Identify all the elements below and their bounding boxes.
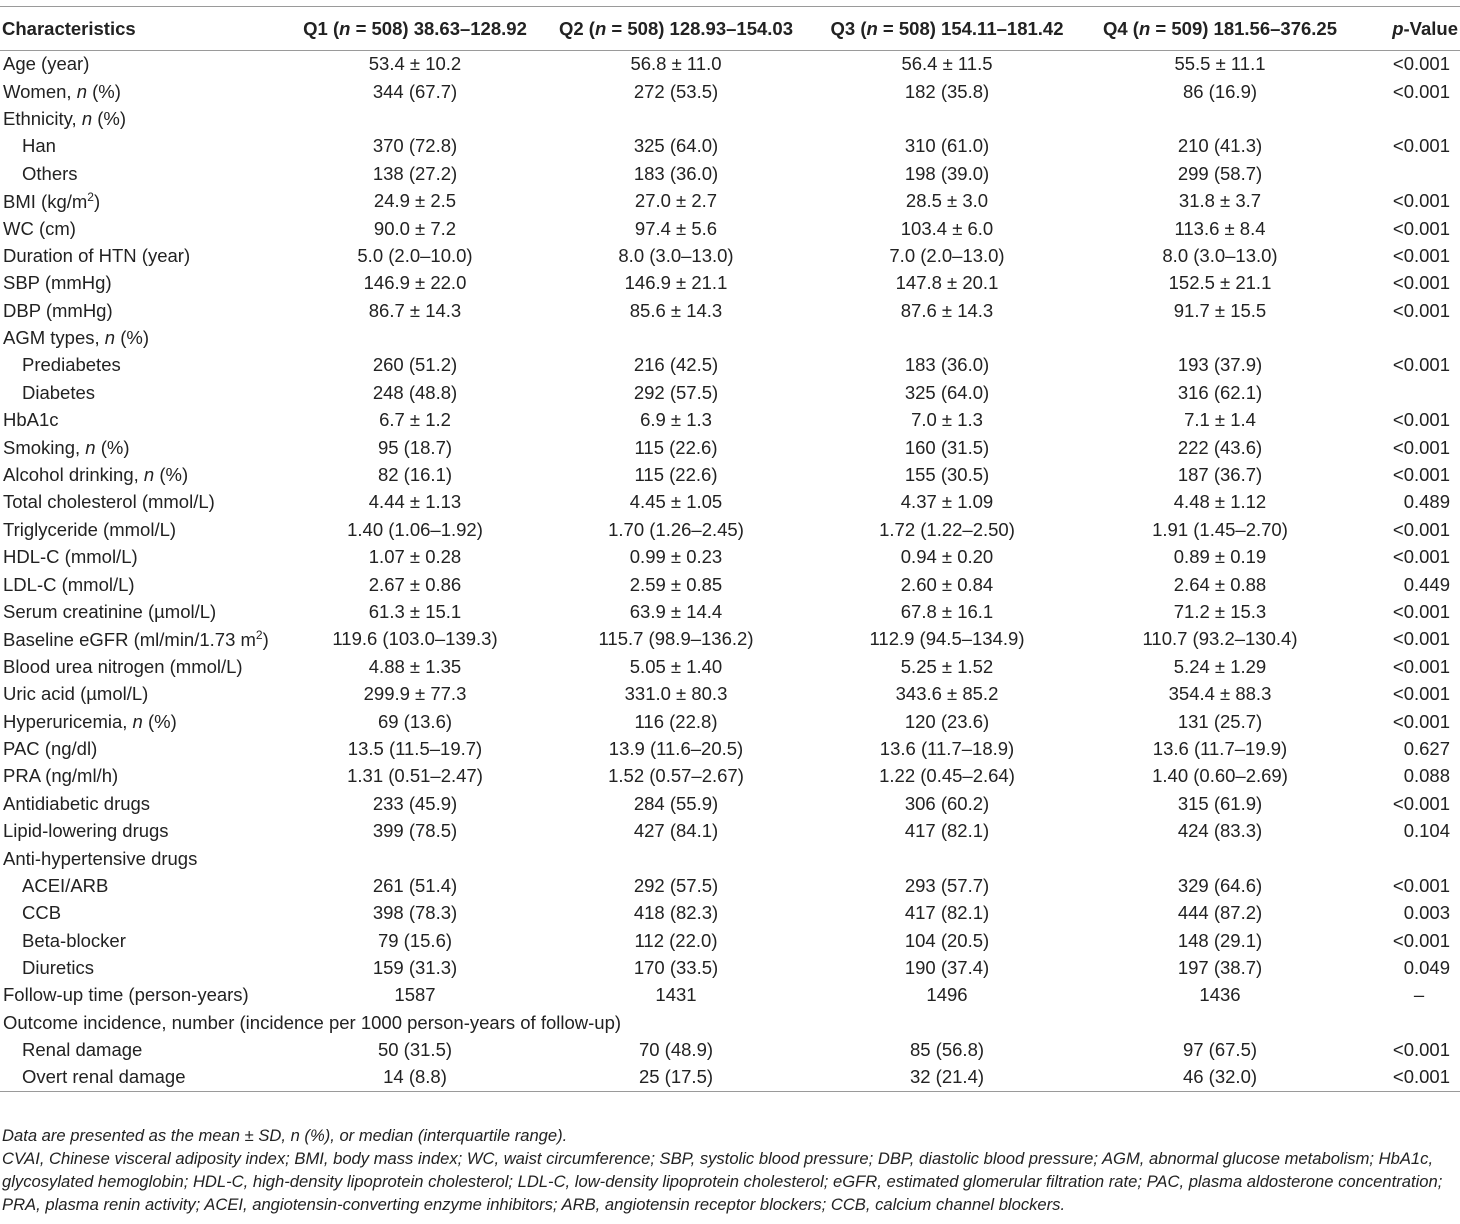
cell-q2: 183 (36.0) bbox=[633, 162, 719, 184]
cell-q1: 119.6 (103.0–139.3) bbox=[332, 628, 498, 650]
row-label: HbA1c bbox=[3, 409, 59, 431]
cell-q4: 55.5 ± 11.1 bbox=[1174, 53, 1266, 75]
cell-q3: 182 (35.8) bbox=[904, 80, 990, 102]
cell-q3: 417 (82.1) bbox=[904, 902, 990, 924]
row-label: PRA (ng/ml/h) bbox=[3, 765, 119, 787]
cell-q2: 4.45 ± 1.05 bbox=[629, 491, 723, 513]
table-row bbox=[0, 1064, 1460, 1091]
cell-q3: 5.25 ± 1.52 bbox=[900, 655, 994, 677]
cell-q3: 417 (82.1) bbox=[904, 820, 990, 842]
row-label: Overt renal damage bbox=[0, 1064, 290, 1091]
cell-q2: 427 (84.1) bbox=[633, 820, 719, 842]
row-label: Duration of HTN (year) bbox=[3, 244, 191, 266]
table-row bbox=[0, 352, 1460, 379]
cell-q1: 90.0 ± 7.2 bbox=[373, 217, 457, 239]
table-row bbox=[0, 708, 1460, 735]
cell-q1: 1.40 (1.06–1.92) bbox=[347, 518, 483, 540]
cell-pvalue: <0.001 bbox=[1392, 272, 1450, 294]
cell-pvalue: <0.001 bbox=[1392, 601, 1450, 622]
cell-q3: 87.6 ± 14.3 bbox=[900, 299, 994, 321]
cell-q4: 110.7 (93.2–130.4) bbox=[1142, 628, 1298, 650]
cell-pvalue: <0.001 bbox=[1392, 53, 1450, 75]
row-label: Serum creatinine (µmol/L) bbox=[3, 601, 217, 622]
cell-q1: 398 (78.3) bbox=[372, 902, 458, 924]
cell-pvalue: 0.627 bbox=[1403, 737, 1450, 759]
row-label: ACEI/ARB bbox=[22, 874, 109, 896]
row-label: Antidiabetic drugs bbox=[3, 792, 151, 814]
table-row bbox=[0, 242, 1460, 269]
table-row bbox=[0, 489, 1460, 516]
cell-q4: 8.0 (3.0–13.0) bbox=[1162, 244, 1278, 266]
cell-q1: 24.9 ± 2.5 bbox=[373, 190, 457, 212]
cell-q3: 103.4 ± 6.0 bbox=[900, 217, 994, 239]
cell-pvalue: <0.001 bbox=[1392, 135, 1450, 157]
table-row bbox=[0, 461, 1460, 488]
cell-q1: 79 (15.6) bbox=[377, 929, 453, 951]
cell-q3: 293 (57.7) bbox=[904, 874, 990, 896]
row-label: Total cholesterol (mmol/L) bbox=[3, 491, 215, 513]
cell-pvalue: <0.001 bbox=[1392, 409, 1450, 431]
cell-q1: 50 (31.5) bbox=[377, 1039, 453, 1061]
cell-q1: 13.5 (11.5–19.7) bbox=[347, 737, 483, 759]
row-label: Diabetes bbox=[22, 381, 96, 403]
cell-q2: 85.6 ± 14.3 bbox=[629, 299, 723, 321]
cell-q4: 193 (37.9) bbox=[1177, 354, 1263, 376]
table-row bbox=[0, 790, 1460, 817]
row-label: HDL-C (mmol/L) bbox=[3, 546, 138, 568]
cell-q1: 344 (67.7) bbox=[372, 80, 458, 102]
cell-pvalue: 0.489 bbox=[1403, 491, 1450, 513]
cell-q1: 370 (72.8) bbox=[372, 135, 458, 157]
table-row bbox=[0, 598, 1460, 625]
cell-q2: 13.9 (11.6–20.5) bbox=[608, 737, 744, 759]
section-label: Ethnicity, n (%) bbox=[3, 107, 127, 129]
cell-q2: 5.05 ± 1.40 bbox=[629, 655, 723, 677]
cell-q2: 170 (33.5) bbox=[633, 957, 719, 979]
table-row bbox=[0, 51, 1460, 78]
cell-pvalue: <0.001 bbox=[1392, 792, 1450, 814]
cell-q1: 1587 bbox=[394, 984, 436, 1006]
table-header bbox=[0, 7, 1460, 51]
table-row bbox=[0, 982, 1460, 1009]
cell-pvalue: <0.001 bbox=[1392, 299, 1450, 321]
cell-q4: 444 (87.2) bbox=[1177, 902, 1263, 924]
cell-q1: 399 (78.5) bbox=[372, 820, 458, 842]
cell-q2: 418 (82.3) bbox=[633, 902, 719, 924]
row-label: Alcohol drinking, n (%) bbox=[3, 464, 189, 486]
cell-q1: 138 (27.2) bbox=[372, 162, 458, 184]
cell-q2: 115 (22.6) bbox=[634, 464, 718, 486]
cell-q4: 1.40 (0.60–2.69) bbox=[1152, 765, 1288, 787]
cell-q4: 7.1 ± 1.4 bbox=[1184, 409, 1256, 431]
cell-q4: 97 (67.5) bbox=[1182, 1039, 1258, 1061]
cell-q3: 85 (56.8) bbox=[909, 1039, 985, 1061]
cell-q2: 25 (17.5) bbox=[540, 1064, 812, 1091]
cell-q4: 2.64 ± 0.88 bbox=[1173, 573, 1267, 595]
header-q3: Q3 (n = 508) 154.11–181.42 bbox=[812, 7, 1082, 51]
cell-q3: 310 (61.0) bbox=[904, 135, 990, 157]
section-label: AGM types, n (%) bbox=[3, 327, 149, 349]
cell-pvalue: <0.001 bbox=[1392, 1039, 1450, 1061]
cell-q2: 27.0 ± 2.7 bbox=[634, 190, 718, 212]
cell-pvalue: 0.449 bbox=[1403, 573, 1450, 595]
cell-q3: 155 (30.5) bbox=[904, 464, 990, 486]
cell-q3: 56.4 ± 11.5 bbox=[901, 53, 993, 75]
cell-q2: 331.0 ± 80.3 bbox=[624, 683, 728, 705]
cell-q1: 86.7 ± 14.3 bbox=[368, 299, 462, 321]
cell-q1: 248 (48.8) bbox=[372, 381, 458, 403]
cell-q1: 4.88 ± 1.35 bbox=[368, 655, 462, 677]
table-row bbox=[0, 927, 1460, 954]
cell-q3: 306 (60.2) bbox=[904, 792, 990, 814]
cell-q2: 97.4 ± 5.6 bbox=[634, 217, 718, 239]
cell-q4: 113.6 ± 8.4 bbox=[1174, 217, 1266, 239]
table-row bbox=[0, 735, 1460, 762]
cell-q3: 67.8 ± 16.1 bbox=[900, 601, 994, 622]
header-q1: Q1 (n = 508) 38.63–128.92 bbox=[290, 7, 540, 51]
row-label: Age (year) bbox=[3, 53, 90, 75]
table-row bbox=[0, 133, 1460, 160]
cell-q4: 316 (62.1) bbox=[1177, 381, 1263, 403]
table-row bbox=[0, 626, 1460, 653]
row-label: Lipid-lowering drugs bbox=[3, 820, 169, 842]
cell-q3: 112.9 (94.5–134.9) bbox=[869, 628, 1025, 650]
section-label: Anti-hypertensive drugs bbox=[3, 847, 198, 869]
row-label: Women, n (%) bbox=[3, 80, 121, 102]
cell-q1: 69 (13.6) bbox=[377, 710, 453, 732]
cell-q4: 354.4 ± 88.3 bbox=[1168, 683, 1272, 705]
row-label: Others bbox=[22, 162, 78, 184]
cell-pvalue: 0.104 bbox=[1403, 820, 1450, 842]
row-label: Hyperuricemia, n (%) bbox=[3, 710, 177, 732]
cell-q1: 61.3 ± 15.1 bbox=[368, 601, 462, 622]
row-label: Smoking, n (%) bbox=[3, 436, 130, 458]
table-row bbox=[0, 379, 1460, 406]
row-label: DBP (mmHg) bbox=[3, 299, 113, 321]
cell-q4: 0.89 ± 0.19 bbox=[1173, 546, 1267, 568]
cell-q1: 6.7 ± 1.2 bbox=[379, 409, 451, 431]
cell-q3: 190 (37.4) bbox=[904, 957, 990, 979]
characteristics-table bbox=[0, 6, 1460, 1092]
section-label: Outcome incidence, number (incidence per 1000 person-years of follow-up) bbox=[3, 1011, 622, 1033]
cell-q2: 2.59 ± 0.85 bbox=[629, 573, 723, 595]
cell-pvalue: <0.001 bbox=[1392, 683, 1450, 705]
cell-q1: 299.9 ± 77.3 bbox=[363, 683, 467, 705]
cell-pvalue: <0.001 bbox=[1392, 190, 1450, 212]
table-row bbox=[0, 516, 1460, 543]
cell-pvalue: <0.001 bbox=[1392, 244, 1450, 266]
row-label: Follow-up time (person-years) bbox=[3, 984, 249, 1006]
cell-q2: 8.0 (3.0–13.0) bbox=[618, 244, 734, 266]
cell-pvalue: 0.049 bbox=[1403, 957, 1450, 979]
cell-q1: 95 (18.7) bbox=[377, 436, 453, 458]
cell-q1: 1.07 ± 0.28 bbox=[368, 546, 462, 568]
cell-pvalue: <0.001 bbox=[1392, 874, 1450, 896]
cell-q3: 1.22 (0.45–2.64) bbox=[879, 765, 1015, 787]
cell-q4: 210 (41.3) bbox=[1177, 135, 1263, 157]
row-label: Beta-blocker bbox=[22, 929, 126, 951]
cell-q3: 1496 bbox=[926, 984, 968, 1006]
table-body bbox=[0, 51, 1460, 1092]
cell-q4: 152.5 ± 21.1 bbox=[1168, 272, 1272, 294]
cell-q4: 13.6 (11.7–19.9) bbox=[1152, 737, 1288, 759]
cell-q1: 2.67 ± 0.86 bbox=[368, 573, 462, 595]
row-label: BMI $(kg/m^2)$ bbox=[3, 189, 101, 212]
cell-q2: 1431 bbox=[655, 984, 697, 1006]
cell-q2: 56.8 ± 11.0 bbox=[630, 53, 722, 75]
cell-pvalue: – bbox=[1413, 984, 1425, 1006]
cell-q1: 233 (45.9) bbox=[372, 792, 458, 814]
header-pvalue: p-Value bbox=[1358, 7, 1460, 51]
cell-pvalue: <0.001 bbox=[1392, 464, 1450, 486]
table-row bbox=[0, 270, 1460, 297]
cell-pvalue: <0.001 bbox=[1358, 1064, 1460, 1091]
header-q2: Q2 (n = 508) 128.93–154.03 bbox=[540, 7, 812, 51]
table-row bbox=[0, 845, 1460, 872]
cell-q4: 222 (43.6) bbox=[1177, 436, 1263, 458]
row-label: SBP (mmHg) bbox=[3, 272, 112, 294]
table-row bbox=[0, 954, 1460, 981]
cell-q4: 71.2 ± 15.3 bbox=[1173, 601, 1267, 622]
cell-q2: 325 (64.0) bbox=[633, 135, 719, 157]
row-label: CCB bbox=[22, 902, 62, 924]
cell-q4: 91.7 ± 15.5 bbox=[1173, 299, 1267, 321]
table-row bbox=[0, 105, 1460, 132]
cell-q4: 148 (29.1) bbox=[1177, 929, 1263, 951]
cell-q2: 1.52 (0.57–2.67) bbox=[608, 765, 744, 787]
cell-q3: 147.8 ± 20.1 bbox=[895, 272, 999, 294]
cell-pvalue: 0.003 bbox=[1403, 902, 1450, 924]
cell-q2: 216 (42.5) bbox=[633, 354, 719, 376]
table-row bbox=[0, 763, 1460, 790]
table-row bbox=[0, 297, 1460, 324]
row-label: Uric acid (µmol/L) bbox=[3, 683, 149, 705]
cell-q3: 7.0 (2.0–13.0) bbox=[889, 244, 1005, 266]
table-row bbox=[0, 817, 1460, 844]
cell-q2: 112 (22.0) bbox=[634, 929, 718, 951]
cell-pvalue: <0.001 bbox=[1392, 628, 1450, 650]
cell-q4: 86 (16.9) bbox=[1182, 80, 1258, 102]
table-row bbox=[0, 160, 1460, 187]
cell-pvalue: <0.001 bbox=[1392, 518, 1450, 540]
cell-q3: 183 (36.0) bbox=[904, 354, 990, 376]
table-row bbox=[0, 324, 1460, 351]
cell-q2: 292 (57.5) bbox=[633, 874, 719, 896]
cell-q2: 6.9 ± 1.3 bbox=[640, 409, 712, 431]
table-row bbox=[0, 571, 1460, 598]
cell-q1: 14 (8.8) bbox=[290, 1064, 540, 1091]
table-row bbox=[0, 78, 1460, 105]
cell-q3: 120 (23.6) bbox=[904, 710, 990, 732]
cell-pvalue: <0.001 bbox=[1392, 80, 1450, 102]
cell-q2: 292 (57.5) bbox=[633, 381, 719, 403]
cell-q4: 31.8 ± 3.7 bbox=[1178, 190, 1262, 212]
cell-q2: 116 (22.8) bbox=[634, 710, 718, 732]
footnote-abbreviations: CVAI, Chinese visceral adiposity index; BMI, body mass index; WC, waist circumference; SBP, systolic blood pressure; DBP, diastolic blood pressure; AGM, abnormal glucose metabolism; HbA1c, glycosylated hemoglobin; HDL-C, high-density lipoprotein cholesterol; LDL-C, low-density lipoprotein cholesterol; eGFR, estimated glomerular filtration rate; PAC, plasma aldosterone concentration; PRA, plasma renin activity; ACEI, angiotensin-converting enzyme inhibitors; ARB, angiotensin receptor blockers; CCB, calcium channel blockers. bbox=[2, 1149, 1443, 1214]
cell-q1: 53.4 ± 10.2 bbox=[368, 53, 462, 75]
cell-q4: 1.91 (1.45–2.70) bbox=[1152, 518, 1288, 540]
cell-pvalue: <0.001 bbox=[1392, 354, 1450, 376]
cell-pvalue: <0.001 bbox=[1392, 217, 1450, 239]
cell-q4: 131 (25.7) bbox=[1177, 710, 1263, 732]
row-label: Prediabetes bbox=[22, 354, 121, 376]
cell-q2: 272 (53.5) bbox=[633, 80, 719, 102]
cell-q3: 0.94 ± 0.20 bbox=[900, 546, 994, 568]
row-label: PAC (ng/dl) bbox=[3, 737, 98, 759]
table-row bbox=[0, 544, 1460, 571]
table-row bbox=[0, 680, 1460, 707]
table-row bbox=[0, 187, 1460, 214]
cell-q1: 82 (16.1) bbox=[377, 464, 453, 486]
cell-pvalue bbox=[1358, 160, 1460, 187]
cell-q3: 7.0 ± 1.3 bbox=[911, 409, 983, 431]
cell-q1: 146.9 ± 22.0 bbox=[363, 272, 467, 294]
table-row bbox=[0, 872, 1460, 899]
cell-pvalue: <0.001 bbox=[1392, 436, 1450, 458]
cell-q3: 28.5 ± 3.0 bbox=[905, 190, 989, 212]
row-label: Triglyceride (mmol/L) bbox=[3, 518, 177, 540]
cell-q2: 0.99 ± 0.23 bbox=[629, 546, 723, 568]
cell-pvalue: <0.001 bbox=[1392, 710, 1450, 732]
row-label: Diuretics bbox=[22, 957, 94, 979]
row-label: WC (cm) bbox=[3, 217, 76, 239]
cell-q4: 1436 bbox=[1199, 984, 1241, 1006]
row-label: Renal damage bbox=[22, 1039, 143, 1061]
cell-pvalue: <0.001 bbox=[1392, 655, 1450, 677]
header-q4: Q4 (n = 509) 181.56–376.25 bbox=[1082, 7, 1358, 51]
cell-q2: 70 (48.9) bbox=[638, 1039, 714, 1061]
row-label: Baseline eGFR (ml/min/1.73 $m^2$) bbox=[3, 627, 269, 650]
cell-q3: 4.37 ± 1.09 bbox=[900, 491, 994, 513]
cell-q4: 329 (64.6) bbox=[1177, 874, 1263, 896]
cell-q1: 5.0 (2.0–10.0) bbox=[357, 244, 473, 266]
cell-q3: 2.60 ± 0.84 bbox=[900, 573, 994, 595]
row-label: Blood urea nitrogen (mmol/L) bbox=[3, 655, 243, 677]
cell-q2: 146.9 ± 21.1 bbox=[624, 272, 728, 294]
cell-q1: 261 (51.4) bbox=[372, 874, 458, 896]
cell-q4: 315 (61.9) bbox=[1177, 792, 1263, 814]
cell-q4: 187 (36.7) bbox=[1177, 464, 1263, 486]
cell-pvalue: <0.001 bbox=[1392, 546, 1450, 568]
cell-q3: 160 (31.5) bbox=[904, 436, 990, 458]
cell-q1: 4.44 ± 1.13 bbox=[368, 491, 462, 513]
table-row bbox=[0, 1037, 1460, 1064]
cell-q3: 198 (39.0) bbox=[904, 162, 990, 184]
cell-q4: 299 (58.7) bbox=[1177, 162, 1263, 184]
cell-q4: 4.48 ± 1.12 bbox=[1173, 491, 1267, 513]
cell-q1: 260 (51.2) bbox=[372, 354, 458, 376]
cell-q4: 424 (83.3) bbox=[1177, 820, 1263, 842]
cell-q4: 46 (32.0) bbox=[1082, 1064, 1358, 1091]
cell-q2: 1.70 (1.26–2.45) bbox=[608, 518, 744, 540]
cell-pvalue: 0.088 bbox=[1403, 765, 1450, 787]
table-row bbox=[0, 1009, 1460, 1036]
table-row bbox=[0, 407, 1460, 434]
cell-q2: 284 (55.9) bbox=[633, 792, 719, 814]
cell-q1: 1.31 (0.51–2.47) bbox=[347, 765, 483, 787]
cell-q3: 325 (64.0) bbox=[904, 381, 990, 403]
footnote-data-presentation: Data are presented as the mean ± SD, n (%), or median (interquartile range). bbox=[2, 1126, 568, 1145]
cell-q1: 159 (31.3) bbox=[372, 957, 458, 979]
table-row bbox=[0, 434, 1460, 461]
table-row bbox=[0, 653, 1460, 680]
cell-q3: 343.6 ± 85.2 bbox=[895, 683, 999, 705]
header-characteristics: Characteristics bbox=[0, 7, 290, 51]
cell-q3: 104 (20.5) bbox=[904, 929, 990, 951]
cell-q2: 63.9 ± 14.4 bbox=[629, 601, 723, 622]
cell-q3: 32 (21.4) bbox=[812, 1064, 1082, 1091]
cell-q2: 115.7 (98.9–136.2) bbox=[598, 628, 754, 650]
cell-pvalue bbox=[1358, 379, 1460, 406]
row-label: LDL-C (mmol/L) bbox=[3, 573, 135, 595]
table-footnotes bbox=[2, 1124, 1458, 1216]
table-row bbox=[0, 215, 1460, 242]
cell-q4: 5.24 ± 1.29 bbox=[1173, 655, 1267, 677]
header-row bbox=[0, 7, 1460, 51]
cell-q3: 1.72 (1.22–2.50) bbox=[879, 518, 1015, 540]
cell-pvalue: <0.001 bbox=[1392, 929, 1450, 951]
table-row bbox=[0, 900, 1460, 927]
cell-q4: 197 (38.7) bbox=[1177, 957, 1263, 979]
cell-q3: 13.6 (11.7–18.9) bbox=[879, 737, 1015, 759]
row-label: Han bbox=[22, 135, 56, 157]
cell-q2: 115 (22.6) bbox=[634, 436, 718, 458]
